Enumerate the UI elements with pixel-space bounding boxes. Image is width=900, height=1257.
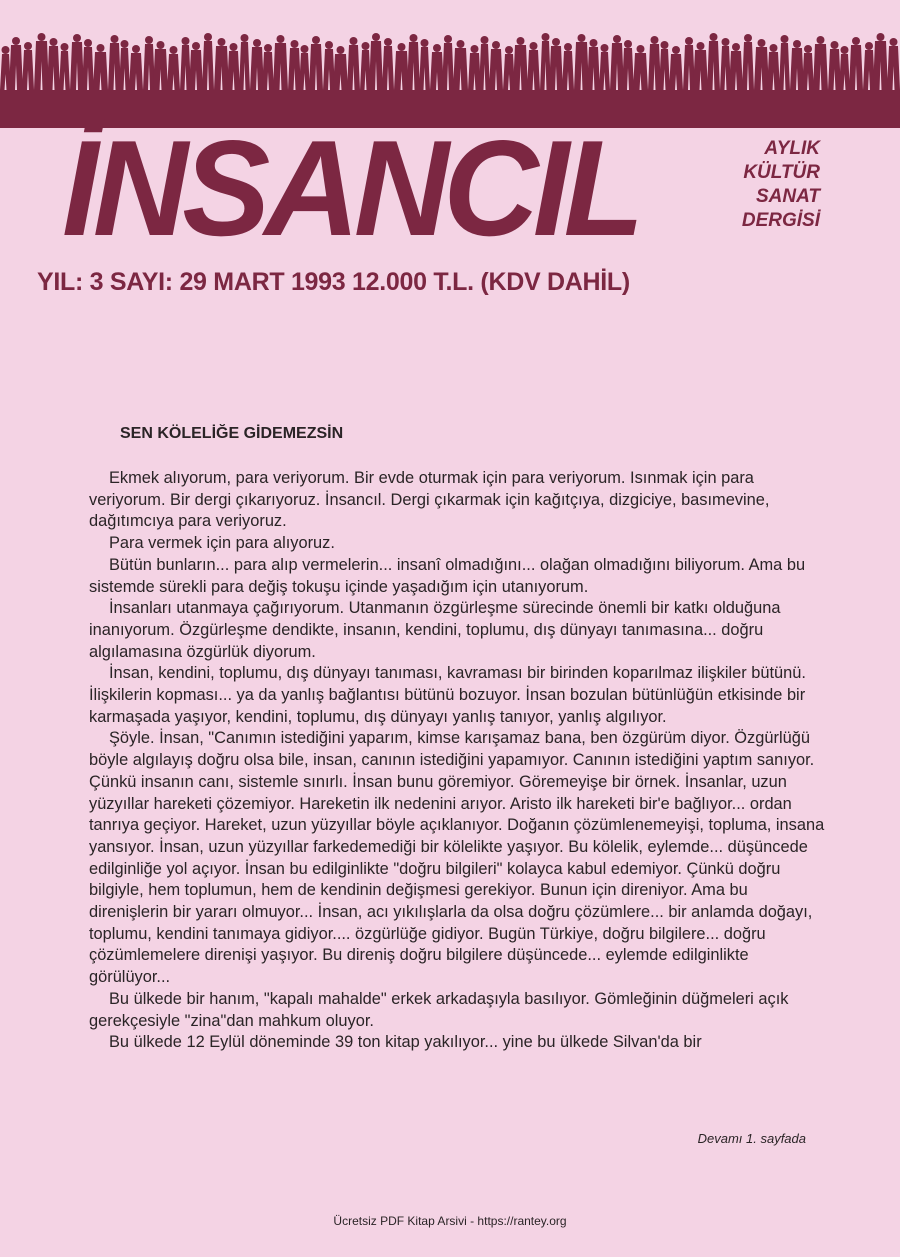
subtitle-line: SANAT (755, 186, 820, 207)
article-paragraph: İnsanları utanmaya çağırıyorum. Utanmanın özgürleşme sürecinde önemli bir katkı olduğuna inanıyorum. Özgürleşme dendikte, insanın, kendini, toplumu, dış dünyayı tanımasına... doğru algılamasına özgürlük diyorum. (89, 599, 781, 661)
subtitle-line: DERGİSİ (741, 210, 820, 231)
subtitle-line: AYLIK (764, 138, 820, 159)
masthead-subtitle (700, 137, 820, 233)
article-paragraph: Bu ülkede 12 Eylül döneminde 39 ton kitap yakılıyor... yine bu ülkede Silvan'da bir (109, 1033, 702, 1052)
article-paragraph: İnsan, kendini, toplumu, dış dünyayı tanıması, kavraması bir birinden koparılmaz ilişkiler bütünü. İlişkilerin kopması... ya da yanlış bağlantısı bütünü bozuyor. İnsan bozulan bütünlüğün etkisinde bir karmaşada yaşıyor, kendini, toplumu, dış dünyayı yanlış tanıyor, yanlış algılıyor. (89, 664, 806, 726)
article-paragraph: Ekmek alıyorum, para veriyorum. Bir evde oturmak için para veriyorum. Isınmak için para veriyorum. Bir dergi çıkarıyoruz. İnsancıl. Dergi çıkarmak için kağıtçıya, dizgiciye, basımevine, dağıtımcıya para veriyoruz. (89, 469, 770, 531)
article-body (89, 468, 829, 1054)
subtitle-line: KÜLTÜR (743, 162, 820, 183)
continued-note: Devamı 1. sayfada (697, 1131, 806, 1146)
issue-info: YIL: 3 SAYI: 29 MART 1993 12.000 T.L. (KDV DAHİL) (37, 268, 630, 296)
article-paragraph: Bütün bunların... para alıp vermelerin... insanî olmadığını... olağan olmadığını biliyorum. Ama bu sistemde sürekli para değiş tokuşu içinde yaşadığım için utanıyorum. (89, 555, 806, 596)
crowd-silhouette-banner (0, 28, 900, 90)
article-paragraph: Bu ülkede bir hanım, "kapalı mahalde" erkek arkadaşıyla basılıyor. Gömleğinin düğmeleri açık gerekçesiyle "zina"dan mahkum oluyor. (89, 989, 789, 1030)
article-paragraph: Şöyle. İnsan, "Canımın istediğini yaparım, kimse karışamaz bana, ben özgürüm diyor. Özgürlüğü böyle algılayış doğru olsa bile, insan, canının istediğini yapamıyor. Canının istediğini yaptım sanıyor. Çünkü insanın canı, sistemle sınırlı. İnsan bunu göremiyor. Göremeyişe bir örnek. İnsanlar, uzun yüzyıllar hareketi çözemiyor. Hareketin ilk nedenini arıyor. Aristo ilk hareketi bir'e bağlıyor... ordan tanrıya geçiyor. Hareket, uzun yüzyıllar böyle açıklanıyor. Doğanın çözümlenemeyişi, topluma, insana yansıyor. İnsan, uzun yüzyıllar farkedemediği bir kölelikte yaşıyor. Bu kölelik, eylemde... düşüncede edilginliğe yol açıyor. İnsan bu edilginlikte "doğru bilgileri" kolayca kabul edemiyor. Çünkü doğru bilgiyle, hem toplumun, hem de kendinin değişmesi gerekiyor. Bunun için direniyor. Ama bu direnişlerin bir yararı olmuyor... İnsan, acı yıkılışlarla da olsa doğru çözümlere... bir anlamda doğayı, toplumu, kendini tanımaya gidiyor.... özgürlüğe gidiyor. Bugün Türkiye, doğru bilgilere... doğru çözümlemelere direnişi yaşıyor. Bu direniş doğru bilgilere düşüncede... eylemde edilginlikte görülüyor... (89, 729, 825, 987)
article-title: SEN KÖLELİĞE GİDEMEZSİN (120, 425, 344, 442)
masthead-title: İNSANCIL (62, 112, 639, 264)
article-paragraph: Para vermek için para alıyoruz. (109, 534, 335, 553)
footer-credit: Ücretsiz PDF Kitap Arsivi - https://rantey.org (333, 1214, 567, 1228)
